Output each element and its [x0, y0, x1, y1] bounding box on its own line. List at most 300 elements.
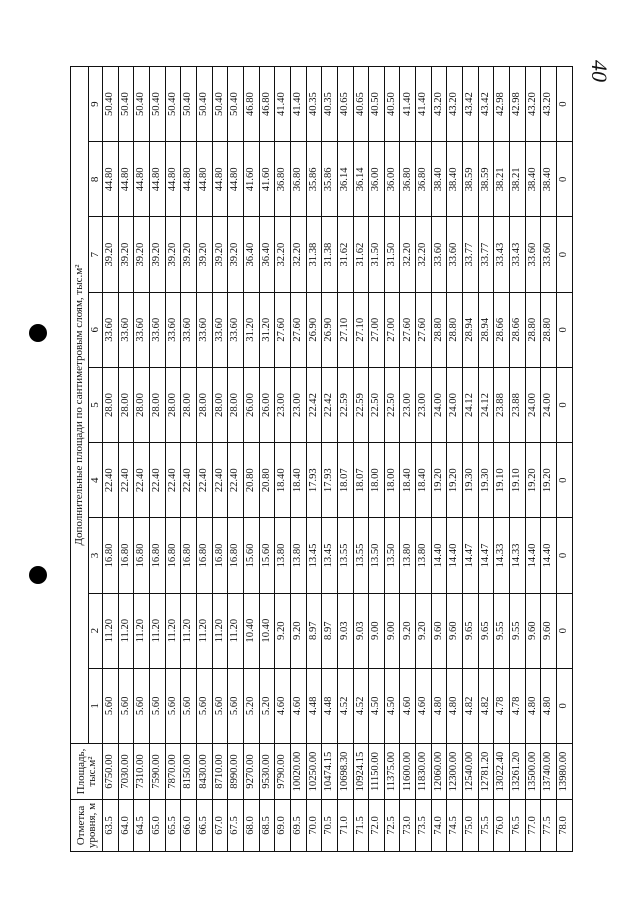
area-cell: 12300.00 [447, 744, 463, 800]
layer-cell: 5.20 [243, 668, 259, 743]
layer-cell: 43.20 [447, 67, 463, 142]
layer-cell: 33.60 [447, 217, 463, 292]
layer-cell: 9.55 [510, 593, 526, 668]
header-layer: 8 [89, 142, 103, 217]
layer-cell: 5.60 [165, 668, 181, 743]
table-row [369, 67, 385, 852]
layer-cell: 9.00 [369, 593, 385, 668]
layer-cell: 38.40 [447, 142, 463, 217]
layer-cell: 9.00 [384, 593, 400, 668]
layer-cell: 24.00 [447, 367, 463, 442]
layer-cell: 0 [557, 67, 573, 142]
layer-cell: 24.00 [541, 367, 557, 442]
table-row [118, 67, 134, 852]
layer-cell: 5.60 [212, 668, 228, 743]
layer-cell: 31.50 [369, 217, 385, 292]
layer-cell: 27.60 [416, 292, 432, 367]
layer-cell: 24.12 [463, 367, 479, 442]
layer-cell: 33.60 [165, 292, 181, 367]
level-cell: 74.0 [431, 800, 447, 852]
layer-cell: 33.60 [196, 292, 212, 367]
layer-cell: 24.12 [478, 367, 494, 442]
level-cell: 68.0 [243, 800, 259, 852]
layer-cell: 33.60 [431, 217, 447, 292]
level-cell: 73.0 [400, 800, 416, 852]
layer-cell: 14.40 [541, 518, 557, 593]
layer-cell: 27.60 [400, 292, 416, 367]
layer-cell: 19.20 [431, 443, 447, 518]
layer-cell: 5.60 [149, 668, 165, 743]
layer-cell: 28.00 [149, 367, 165, 442]
level-cell: 77.0 [525, 800, 541, 852]
layer-cell: 33.43 [510, 217, 526, 292]
layer-cell: 26.90 [322, 292, 338, 367]
layer-cell: 33.77 [478, 217, 494, 292]
layer-cell: 22.59 [353, 367, 369, 442]
area-cell: 9270.00 [243, 744, 259, 800]
layer-cell: 18.00 [384, 443, 400, 518]
header-level: Отметка уровня, м [71, 800, 103, 852]
layer-cell: 11.20 [103, 593, 119, 668]
table-row [541, 67, 557, 852]
layer-cell: 16.80 [103, 518, 119, 593]
layer-cell: 28.80 [525, 292, 541, 367]
layer-cell: 28.80 [541, 292, 557, 367]
layer-cell: 0 [557, 367, 573, 442]
layer-cell: 19.20 [525, 443, 541, 518]
layer-cell: 36.80 [290, 142, 306, 217]
layer-cell: 50.40 [212, 67, 228, 142]
layer-cell: 9.60 [525, 593, 541, 668]
layer-cell: 22.40 [228, 443, 244, 518]
layer-cell: 41.40 [400, 67, 416, 142]
layer-cell: 39.20 [165, 217, 181, 292]
layer-cell: 13.80 [290, 518, 306, 593]
layer-cell: 11.20 [228, 593, 244, 668]
layer-cell: 13.45 [306, 518, 322, 593]
layer-cell: 22.40 [181, 443, 197, 518]
layer-cell: 9.65 [463, 593, 479, 668]
area-cell: 11830.00 [416, 744, 432, 800]
layer-cell: 0 [557, 668, 573, 743]
area-cell: 10474.15 [322, 744, 338, 800]
rotated-table-container [70, 66, 573, 852]
layer-cell: 38.59 [478, 142, 494, 217]
layer-cell: 4.78 [494, 668, 510, 743]
area-cell: 7030.00 [118, 744, 134, 800]
layer-cell: 16.80 [149, 518, 165, 593]
layer-cell: 44.80 [118, 142, 134, 217]
level-cell: 70.5 [322, 800, 338, 852]
layer-cell: 4.48 [322, 668, 338, 743]
layer-cell: 9.20 [400, 593, 416, 668]
layer-cell: 27.60 [275, 292, 291, 367]
area-cell: 9530.00 [259, 744, 275, 800]
layer-cell: 16.80 [212, 518, 228, 593]
layer-cell: 32.20 [416, 217, 432, 292]
punch-hole-top [29, 324, 47, 342]
area-cell: 7590.00 [149, 744, 165, 800]
layer-cell: 14.40 [525, 518, 541, 593]
layer-cell: 46.80 [243, 67, 259, 142]
layer-cell: 44.80 [212, 142, 228, 217]
layer-cell: 13.80 [400, 518, 416, 593]
level-cell: 75.5 [478, 800, 494, 852]
layer-cell: 28.00 [181, 367, 197, 442]
layer-cell: 13.45 [322, 518, 338, 593]
layer-cell: 44.80 [134, 142, 150, 217]
layer-cell: 38.40 [525, 142, 541, 217]
header-layer: 3 [89, 518, 103, 593]
layer-cell: 0 [557, 217, 573, 292]
layer-cell: 32.20 [400, 217, 416, 292]
layer-cell: 39.20 [103, 217, 119, 292]
layer-cell: 28.66 [510, 292, 526, 367]
layer-cell: 9.55 [494, 593, 510, 668]
level-cell: 67.0 [212, 800, 228, 852]
layer-cell: 23.00 [290, 367, 306, 442]
layer-cell: 43.20 [525, 67, 541, 142]
table-row [384, 67, 400, 852]
layer-cell: 33.60 [541, 217, 557, 292]
table-row [275, 67, 291, 852]
layer-cell: 33.60 [149, 292, 165, 367]
layer-cell: 43.42 [463, 67, 479, 142]
layer-cell: 18.00 [369, 443, 385, 518]
layer-cell: 11.20 [165, 593, 181, 668]
layer-cell: 33.60 [212, 292, 228, 367]
layer-cell: 14.47 [478, 518, 494, 593]
layer-cell: 11.20 [212, 593, 228, 668]
layer-cell: 14.47 [463, 518, 479, 593]
layer-cell: 36.00 [384, 142, 400, 217]
table-row [181, 67, 197, 852]
area-cell: 8150.00 [181, 744, 197, 800]
layer-cell: 40.35 [306, 67, 322, 142]
layer-cell: 18.40 [290, 443, 306, 518]
layer-cell: 33.60 [525, 217, 541, 292]
area-cell: 12540.00 [463, 744, 479, 800]
table-row [165, 67, 181, 852]
header-additional: Дополнительные площади по сантиметровым слоям, тыс.м² [71, 67, 89, 744]
area-cell: 13980.00 [557, 744, 573, 800]
level-cell: 69.5 [290, 800, 306, 852]
layer-cell: 33.60 [181, 292, 197, 367]
area-cell: 8990.00 [228, 744, 244, 800]
layer-cell: 5.60 [181, 668, 197, 743]
layer-cell: 14.33 [494, 518, 510, 593]
layer-cell: 11.20 [149, 593, 165, 668]
layer-cell: 33.60 [228, 292, 244, 367]
layer-cell: 23.88 [510, 367, 526, 442]
layer-cell: 22.59 [337, 367, 353, 442]
layer-cell: 50.40 [118, 67, 134, 142]
layer-cell: 13.55 [353, 518, 369, 593]
layer-cell: 0 [557, 292, 573, 367]
layer-cell: 27.10 [353, 292, 369, 367]
layer-cell: 39.20 [196, 217, 212, 292]
layer-cell: 13.80 [416, 518, 432, 593]
layer-cell: 15.60 [243, 518, 259, 593]
layer-cell: 38.21 [510, 142, 526, 217]
area-cell: 6750.00 [103, 744, 119, 800]
table-row [134, 67, 150, 852]
layer-cell: 4.78 [510, 668, 526, 743]
layer-cell: 22.40 [134, 443, 150, 518]
table-row [290, 67, 306, 852]
layer-cell: 22.50 [384, 367, 400, 442]
layer-cell: 19.20 [447, 443, 463, 518]
layer-cell: 50.40 [181, 67, 197, 142]
level-cell: 63.5 [103, 800, 119, 852]
table-row [243, 67, 259, 852]
layer-cell: 4.80 [541, 668, 557, 743]
layer-cell: 50.40 [103, 67, 119, 142]
layer-cell: 16.80 [181, 518, 197, 593]
layer-cell: 50.40 [196, 67, 212, 142]
area-cell: 9790.00 [275, 744, 291, 800]
layer-cell: 50.40 [134, 67, 150, 142]
layer-cell: 31.20 [259, 292, 275, 367]
area-cell: 10020.00 [290, 744, 306, 800]
layer-cell: 38.40 [541, 142, 557, 217]
layer-cell: 16.80 [228, 518, 244, 593]
layer-cell: 11.20 [181, 593, 197, 668]
layer-cell: 39.20 [228, 217, 244, 292]
layer-cell: 0 [557, 142, 573, 217]
layer-cell: 28.00 [118, 367, 134, 442]
table-row [447, 67, 463, 852]
area-cell: 12781.20 [478, 744, 494, 800]
layer-cell: 33.60 [103, 292, 119, 367]
layer-cell: 27.60 [290, 292, 306, 367]
layer-cell: 9.65 [478, 593, 494, 668]
layer-cell: 33.77 [463, 217, 479, 292]
level-cell: 70.0 [306, 800, 322, 852]
level-cell: 74.5 [447, 800, 463, 852]
layer-cell: 4.82 [478, 668, 494, 743]
layer-cell: 24.00 [431, 367, 447, 442]
layer-cell: 9.20 [416, 593, 432, 668]
level-cell: 72.0 [369, 800, 385, 852]
area-cell: 8710.00 [212, 744, 228, 800]
layer-cell: 44.80 [228, 142, 244, 217]
area-cell: 12060.00 [431, 744, 447, 800]
layer-cell: 27.00 [369, 292, 385, 367]
layer-cell: 8.97 [322, 593, 338, 668]
layer-cell: 28.80 [431, 292, 447, 367]
layer-cell: 26.90 [306, 292, 322, 367]
layer-cell: 22.40 [118, 443, 134, 518]
area-cell: 11375.00 [384, 744, 400, 800]
layer-cell: 4.60 [290, 668, 306, 743]
layer-cell: 16.80 [165, 518, 181, 593]
layer-cell: 23.00 [416, 367, 432, 442]
level-cell: 65.0 [149, 800, 165, 852]
layer-cell: 32.20 [290, 217, 306, 292]
table-row [353, 67, 369, 852]
layer-cell: 43.20 [541, 67, 557, 142]
layer-cell: 10.40 [259, 593, 275, 668]
layer-cell: 9.20 [275, 593, 291, 668]
layer-cell: 41.40 [290, 67, 306, 142]
header-layer: 6 [89, 292, 103, 367]
layer-cell: 36.40 [243, 217, 259, 292]
layer-cell: 50.40 [228, 67, 244, 142]
layer-cell: 41.60 [259, 142, 275, 217]
layer-cell: 4.80 [431, 668, 447, 743]
level-area-table [70, 66, 573, 852]
header-area: Площадь, тыс.м² [71, 744, 103, 800]
layer-cell: 4.82 [463, 668, 479, 743]
layer-cell: 31.62 [353, 217, 369, 292]
layer-cell: 23.00 [400, 367, 416, 442]
layer-cell: 5.60 [196, 668, 212, 743]
level-cell: 77.5 [541, 800, 557, 852]
layer-cell: 31.50 [384, 217, 400, 292]
layer-cell: 42.98 [510, 67, 526, 142]
area-cell: 11600.00 [400, 744, 416, 800]
table-row [196, 67, 212, 852]
layer-cell: 22.40 [196, 443, 212, 518]
layer-cell: 40.65 [353, 67, 369, 142]
table-row [322, 67, 338, 852]
area-cell: 10698.30 [337, 744, 353, 800]
layer-cell: 40.50 [369, 67, 385, 142]
layer-cell: 39.20 [149, 217, 165, 292]
layer-cell: 18.40 [400, 443, 416, 518]
layer-cell: 13.55 [337, 518, 353, 593]
level-cell: 66.0 [181, 800, 197, 852]
layer-cell: 33.60 [118, 292, 134, 367]
layer-cell: 11.20 [118, 593, 134, 668]
table-row [103, 67, 119, 852]
layer-cell: 36.40 [259, 217, 275, 292]
layer-cell: 19.20 [541, 443, 557, 518]
table-row [228, 67, 244, 852]
level-cell: 78.0 [557, 800, 573, 852]
layer-cell: 27.10 [337, 292, 353, 367]
layer-cell: 24.00 [525, 367, 541, 442]
layer-cell: 23.00 [275, 367, 291, 442]
layer-cell: 16.80 [134, 518, 150, 593]
layer-cell: 35.86 [322, 142, 338, 217]
layer-cell: 23.88 [494, 367, 510, 442]
layer-cell: 32.20 [275, 217, 291, 292]
layer-cell: 22.50 [369, 367, 385, 442]
layer-cell: 41.60 [243, 142, 259, 217]
level-cell: 72.5 [384, 800, 400, 852]
layer-cell: 38.40 [431, 142, 447, 217]
layer-cell: 36.14 [337, 142, 353, 217]
level-cell: 69.0 [275, 800, 291, 852]
layer-cell: 31.20 [243, 292, 259, 367]
layer-cell: 38.59 [463, 142, 479, 217]
layer-cell: 28.00 [212, 367, 228, 442]
table-row [400, 67, 416, 852]
layer-cell: 36.14 [353, 142, 369, 217]
layer-cell: 36.80 [416, 142, 432, 217]
layer-cell: 14.40 [447, 518, 463, 593]
layer-cell: 43.42 [478, 67, 494, 142]
area-cell: 8430.00 [196, 744, 212, 800]
layer-cell: 10.40 [243, 593, 259, 668]
layer-cell: 41.40 [416, 67, 432, 142]
layer-cell: 28.00 [165, 367, 181, 442]
area-cell: 7310.00 [134, 744, 150, 800]
layer-cell: 5.60 [118, 668, 134, 743]
layer-cell: 28.00 [134, 367, 150, 442]
table-row [557, 67, 573, 852]
layer-cell: 39.20 [118, 217, 134, 292]
layer-cell: 28.00 [196, 367, 212, 442]
header-layer: 7 [89, 217, 103, 292]
layer-cell: 5.20 [259, 668, 275, 743]
layer-cell: 22.42 [306, 367, 322, 442]
layer-cell: 26.00 [259, 367, 275, 442]
level-cell: 75.0 [463, 800, 479, 852]
layer-cell: 39.20 [181, 217, 197, 292]
level-cell: 66.5 [196, 800, 212, 852]
layer-cell: 44.80 [165, 142, 181, 217]
layer-cell: 44.80 [181, 142, 197, 217]
layer-cell: 28.80 [447, 292, 463, 367]
level-cell: 65.5 [165, 800, 181, 852]
table-row [259, 67, 275, 852]
layer-cell: 33.43 [494, 217, 510, 292]
layer-cell: 22.40 [212, 443, 228, 518]
layer-cell: 40.50 [384, 67, 400, 142]
layer-cell: 28.66 [494, 292, 510, 367]
layer-cell: 9.03 [353, 593, 369, 668]
layer-cell: 18.40 [416, 443, 432, 518]
layer-cell: 40.35 [322, 67, 338, 142]
layer-cell: 36.80 [400, 142, 416, 217]
layer-cell: 0 [557, 593, 573, 668]
area-cell: 13022.40 [494, 744, 510, 800]
layer-cell: 4.50 [369, 668, 385, 743]
layer-cell: 18.40 [275, 443, 291, 518]
layer-cell: 11.20 [196, 593, 212, 668]
layer-cell: 28.94 [463, 292, 479, 367]
area-cell: 13740.00 [541, 744, 557, 800]
table-row [510, 67, 526, 852]
layer-cell: 44.80 [103, 142, 119, 217]
layer-cell: 28.00 [228, 367, 244, 442]
layer-cell: 19.10 [494, 443, 510, 518]
layer-cell: 9.20 [290, 593, 306, 668]
layer-cell: 13.50 [384, 518, 400, 593]
layer-cell: 20.80 [243, 443, 259, 518]
layer-cell: 4.50 [384, 668, 400, 743]
layer-cell: 9.60 [447, 593, 463, 668]
level-cell: 67.5 [228, 800, 244, 852]
area-cell: 10924.15 [353, 744, 369, 800]
layer-cell: 31.38 [322, 217, 338, 292]
level-cell: 76.5 [510, 800, 526, 852]
layer-cell: 41.40 [275, 67, 291, 142]
layer-cell: 19.10 [510, 443, 526, 518]
header-layer: 5 [89, 367, 103, 442]
layer-cell: 5.60 [228, 668, 244, 743]
layer-cell: 22.40 [149, 443, 165, 518]
table-row [149, 67, 165, 852]
area-cell: 7870.00 [165, 744, 181, 800]
layer-cell: 15.60 [259, 518, 275, 593]
layer-cell: 4.80 [447, 668, 463, 743]
layer-cell: 44.80 [149, 142, 165, 217]
layer-cell: 22.42 [322, 367, 338, 442]
